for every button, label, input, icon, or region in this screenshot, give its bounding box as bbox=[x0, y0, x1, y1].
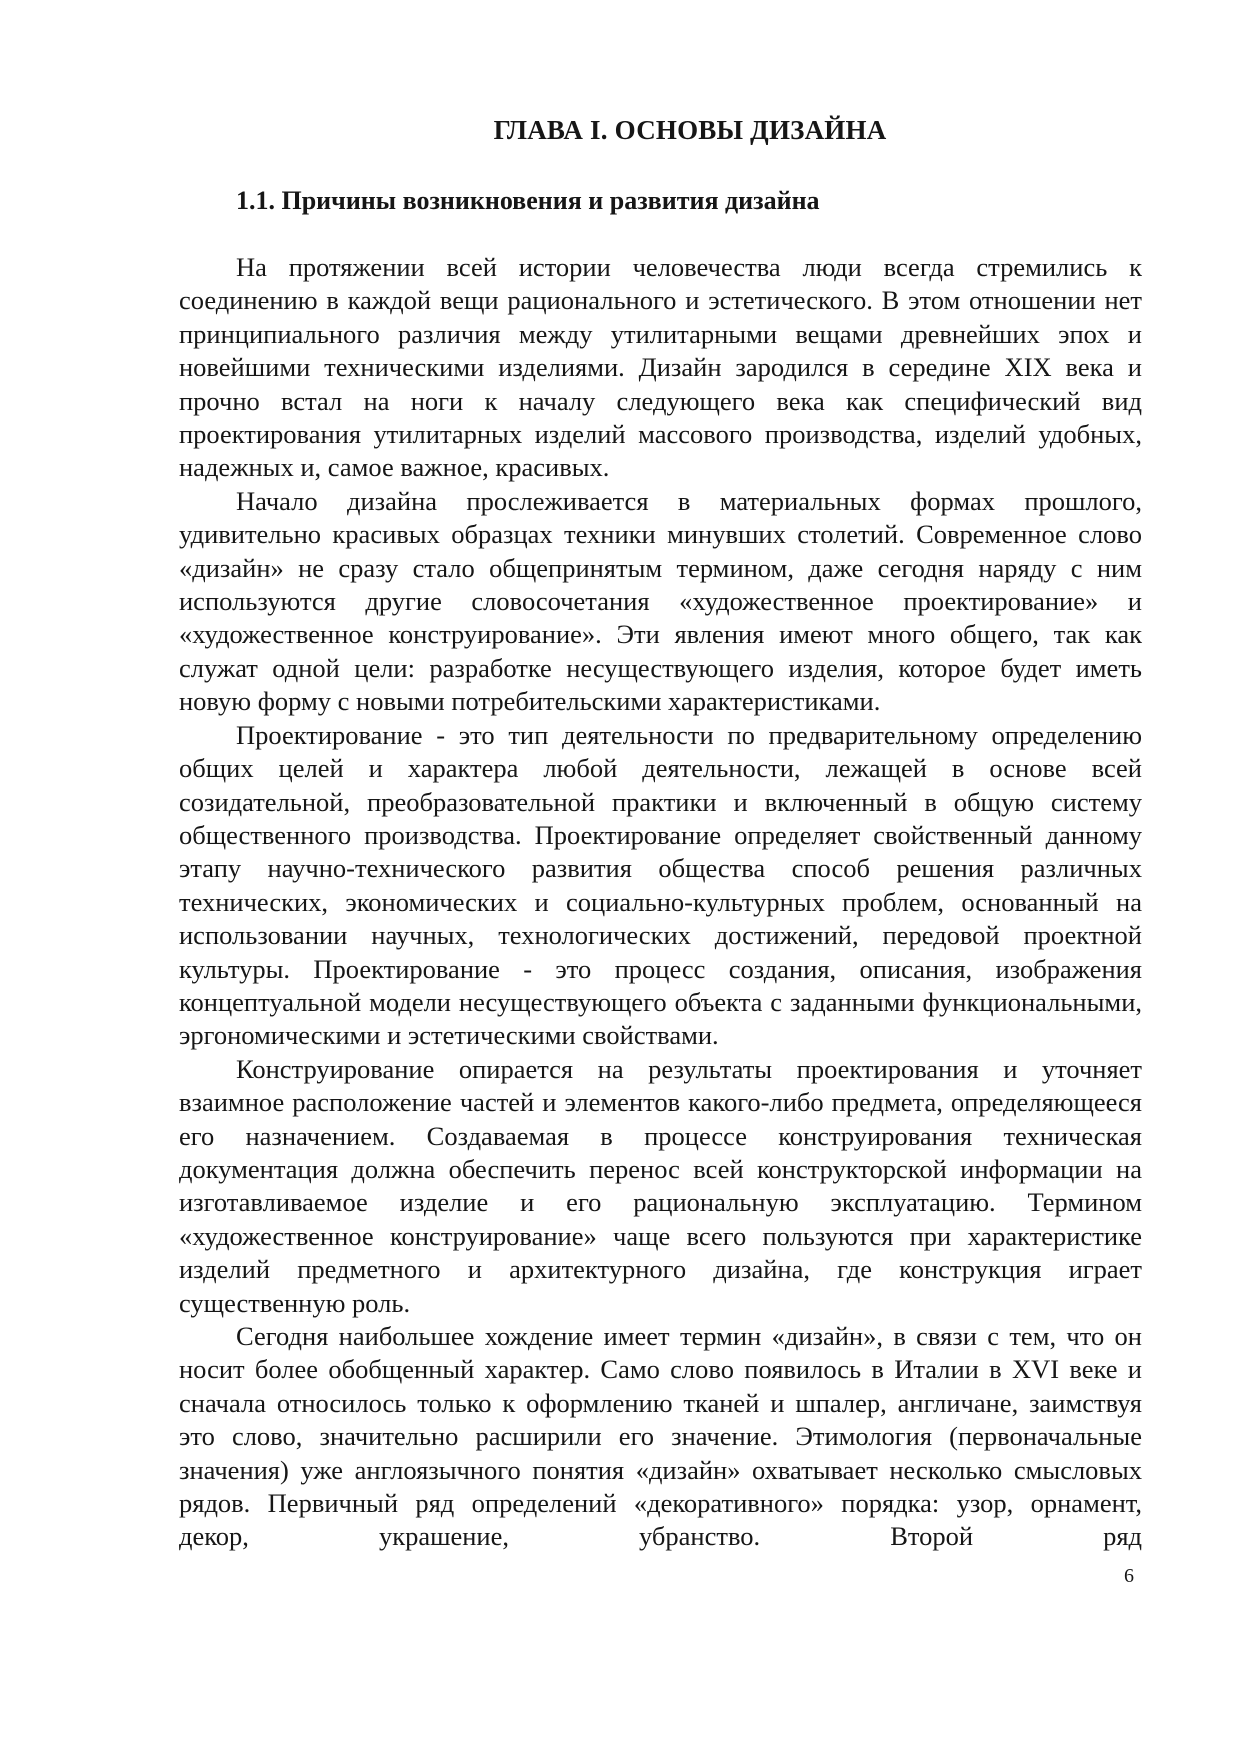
paragraph-1: На протяжении всей истории человечества люди всегда стремились к соединению в каждой вещи рационального и эстетического. В этом отношении нет принципиального различия между утилитарными вещами древнейших эпох и новейшими техническими изделиями. Дизайн зародился в середине XIX века и прочно встал на ноги к началу следующего века как специфический вид проектирования утилитарных изделий массового производства, изделий удобных, надежных и, самое важное, красивых. bbox=[179, 252, 1142, 483]
paragraph-4: Конструирование опирается на результаты проектирования и уточняет взаимное расположение частей и элементов какого-либо предмета, определяющееся его назначением. Создаваемая в процессе конструирования техническая документация должна обеспечить перенос всей конструкторской информации на изготавливаемое изделие и его рациональную эксплуатацию. Термином «художественное конструирование» чаще всего пользуются при характеристике изделий предметного и архитектурного дизайна, где конструкция играет существенную роль. bbox=[179, 1053, 1142, 1318]
paragraph-3: Проектирование - это тип деятельности по предварительному определению общих целей и характера любой деятельности, лежащей в основе всей созидательной, преобразовательной практики и включенный в общую систему общественного производства. Проектирование определяет свойственный данному этапу научно-технического развития общества способ решения различных технических, экономических и социально-культурных проблем, основанный на использовании научных, технологических достижений, передовой проектной культуры. Проектирование - это процесс создания, описания, изображения концептуальной модели несуществующего объекта с заданными функциональными, эргономическими и эстетическими свойствами. bbox=[179, 719, 1142, 1051]
body-text bbox=[179, 251, 1142, 1554]
chapter-title-text: ГЛАВА I. ОСНОВЫ ДИЗАЙНА bbox=[493, 115, 887, 145]
paragraph-2: Начало дизайна прослеживается в материальных формах прошлого, удивительно красивых образцах техники минувших столетий. Современное слово «дизайн» не сразу стало общепринятым термином, даже сегодня наряду с ним используются другие словосочетания «художественное проектирование» и «художественное конструирование». Эти явления имеют много общего, так как служат одной цели: разработке несуществующего изделия, которое будет иметь новую форму с новыми потребительскими характеристиками. bbox=[179, 485, 1142, 717]
page-number: 6 bbox=[1124, 1565, 1134, 1587]
section-title: 1.1. Причины возникновения и развития дизайна bbox=[236, 186, 820, 215]
chapter-title bbox=[0, 115, 1241, 146]
paragraph-5: Сегодня наибольшее хождение имеет термин «дизайн», в связи с тем, что он носит более обобщенный характер. Само слово появилось в Италии в XVI веке и сначала относилось только к оформлению тканей и шпалер, англичане, заимствуя это слово, значительно расширили его значение. Этимология (первоначальные значения) уже англоязычного понятия «дизайн» охватывает несколько смысловых рядов. Первичный ряд определений «декоративного» порядка: узор, орнамент, декор, украшение, убранство. Второй ряд bbox=[179, 1321, 1142, 1552]
